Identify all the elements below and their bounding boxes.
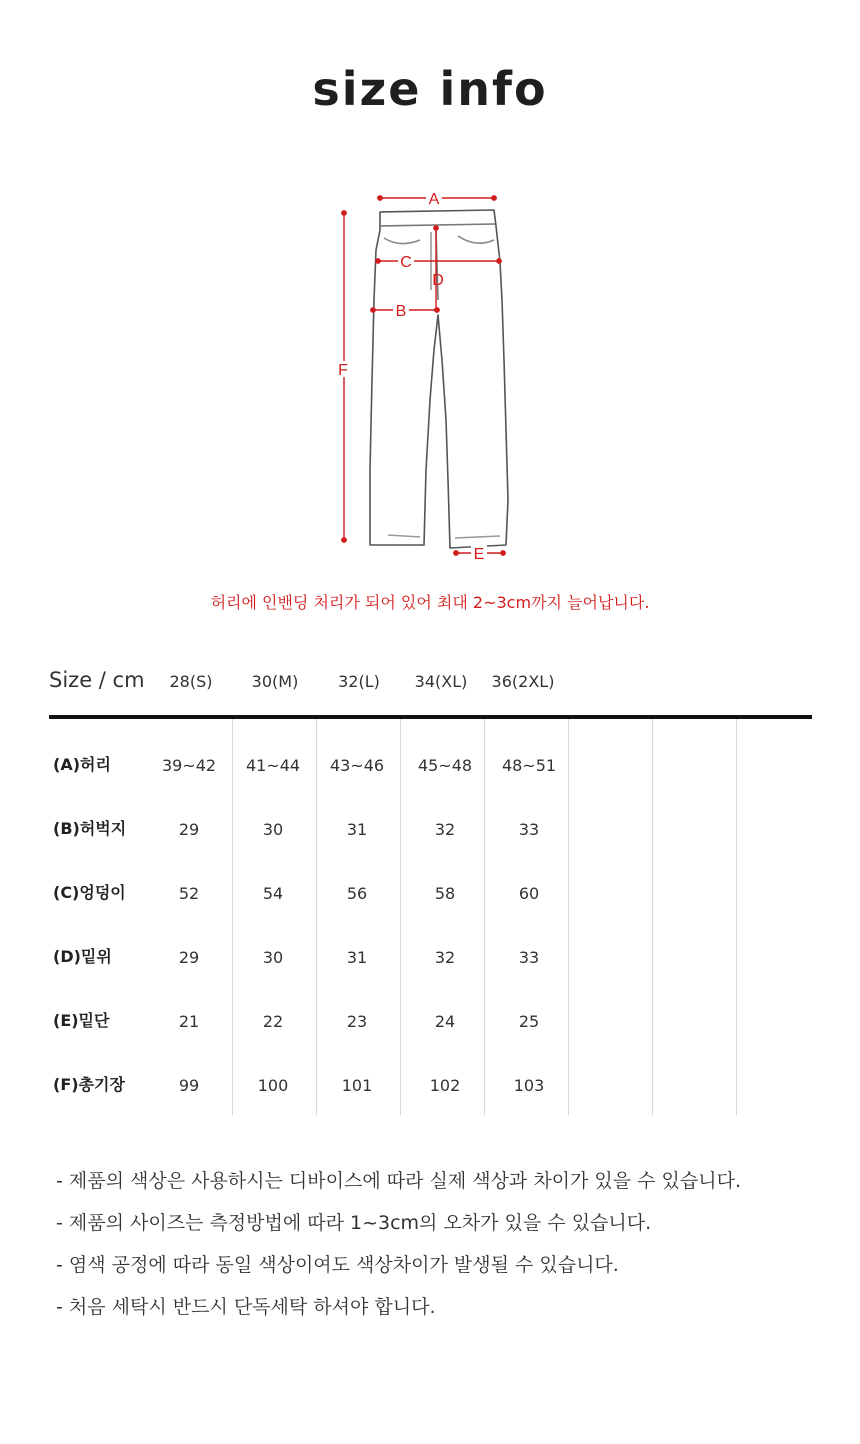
size-header: 28(S) <box>169 672 213 691</box>
label-c: C <box>400 254 412 271</box>
table-cell: 41~44 <box>245 756 301 775</box>
label-a: A <box>428 191 440 208</box>
notice-list <box>56 1165 836 1333</box>
row-label: (C)엉덩이 <box>53 883 126 902</box>
table-cell: 21 <box>178 1012 200 1031</box>
row-label: (A)허리 <box>53 755 111 774</box>
size-table <box>49 660 812 1095</box>
table-row <box>49 719 812 783</box>
table-cell: 99 <box>178 1076 200 1095</box>
table-cell: 31 <box>346 948 368 967</box>
table-cell: 60 <box>518 884 540 903</box>
table-cell: 22 <box>262 1012 284 1031</box>
table-cell: 23 <box>346 1012 368 1031</box>
label-f: F <box>338 362 348 379</box>
notice-item: - 제품의 사이즈는 측정방법에 따라 1~3cm의 오차가 있을 수 있습니다. <box>56 1212 652 1234</box>
row-label: (E)밑단 <box>53 1011 110 1030</box>
table-cell: 48~51 <box>501 756 557 775</box>
table-cell: 30 <box>262 820 284 839</box>
size-header: 34(XL) <box>414 672 468 691</box>
table-row <box>49 783 812 847</box>
table-header <box>49 660 812 716</box>
row-label: (B)허벅지 <box>53 819 127 838</box>
notice-item: - 제품의 색상은 사용하시는 디바이스에 따라 실제 색상과 차이가 있을 수 있습니다. <box>56 1170 742 1192</box>
table-row <box>49 847 812 911</box>
table-row <box>49 975 812 1039</box>
corner-label: Size / cm <box>49 668 145 692</box>
table-body <box>49 719 812 1115</box>
table-cell: 25 <box>518 1012 540 1031</box>
row-label: (F)총기장 <box>53 1075 125 1094</box>
table-cell: 54 <box>262 884 284 903</box>
waist-banding-note: 허리에 인밴딩 처리가 되어 있어 최대 2~3cm까지 늘어납니다. <box>210 593 650 612</box>
pants-measurement-diagram <box>0 180 860 580</box>
label-e: E <box>473 546 485 563</box>
table-cell: 31 <box>346 820 368 839</box>
size-header: 36(2XL) <box>491 672 555 691</box>
table-cell: 39~42 <box>161 756 217 775</box>
row-label: (D)밑위 <box>53 947 112 966</box>
table-cell: 29 <box>178 948 200 967</box>
table-cell: 33 <box>518 820 540 839</box>
table-cell: 33 <box>518 948 540 967</box>
table-cell: 24 <box>434 1012 456 1031</box>
table-cell: 30 <box>262 948 284 967</box>
table-cell: 103 <box>513 1076 545 1095</box>
table-cell: 32 <box>434 820 456 839</box>
table-cell: 45~48 <box>417 756 473 775</box>
table-row <box>49 911 812 975</box>
table-row <box>49 1039 812 1103</box>
table-cell: 52 <box>178 884 200 903</box>
table-cell: 102 <box>429 1076 461 1095</box>
table-cell: 43~46 <box>329 756 385 775</box>
table-cell: 100 <box>257 1076 289 1095</box>
notice-item: - 처음 세탁시 반드시 단독세탁 하셔야 합니다. <box>56 1296 436 1318</box>
table-cell: 58 <box>434 884 456 903</box>
notice-item: - 염색 공정에 따라 동일 색상이여도 색상차이가 발생될 수 있습니다. <box>56 1254 619 1276</box>
table-cell: 29 <box>178 820 200 839</box>
size-header: 30(M) <box>251 672 299 691</box>
label-d: D <box>432 272 444 289</box>
size-header: 32(L) <box>338 672 380 691</box>
table-cell: 101 <box>341 1076 373 1095</box>
measurement-lines <box>342 196 505 555</box>
label-b: B <box>395 303 407 320</box>
page-title: size info <box>312 62 548 116</box>
table-cell: 32 <box>434 948 456 967</box>
table-cell: 56 <box>346 884 368 903</box>
